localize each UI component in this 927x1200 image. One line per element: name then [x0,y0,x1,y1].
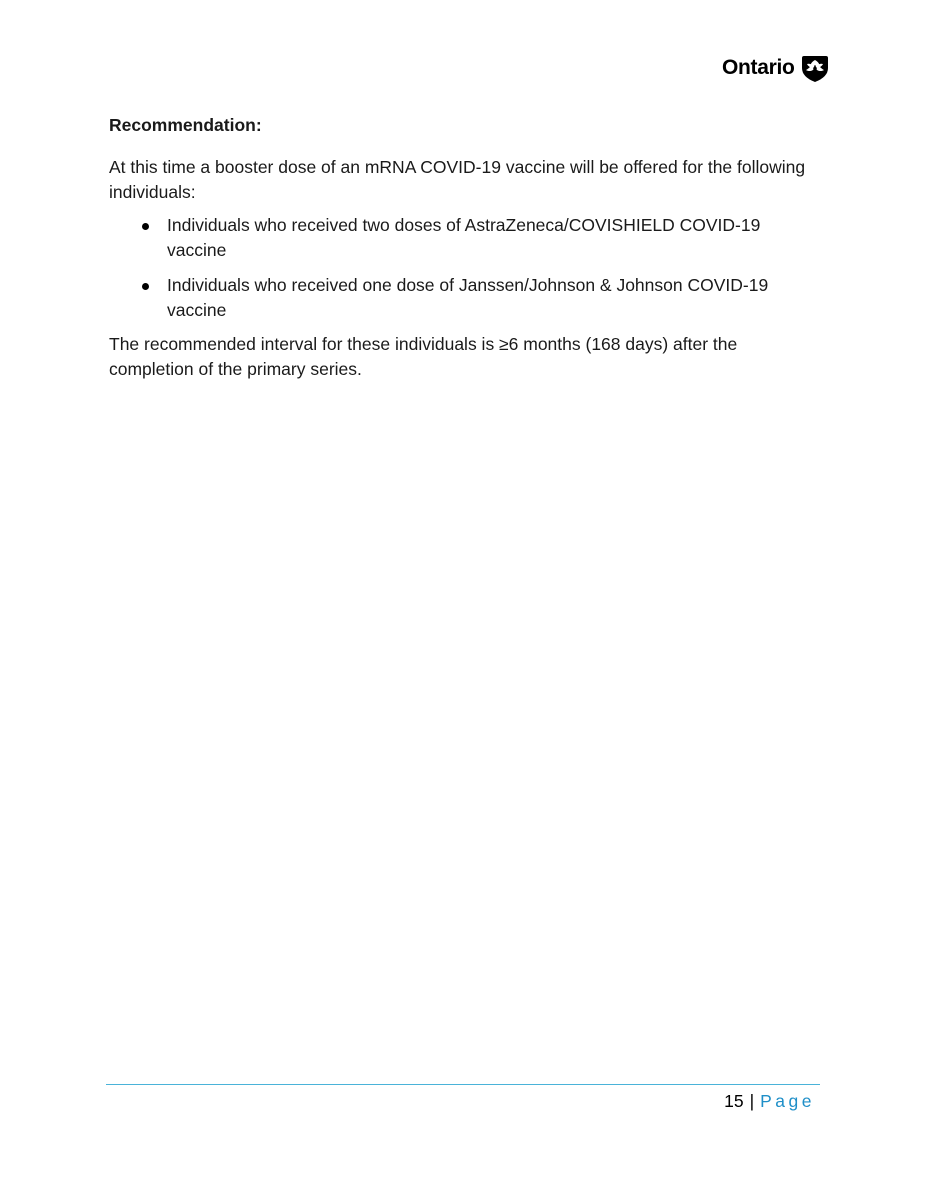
bullet-icon [142,223,149,230]
section-heading: Recommendation: [109,115,262,135]
list-item-text: Individuals who received two doses of AstraZeneca/COVISHIELD COVID-19 vaccine [167,215,761,260]
main-content [109,113,821,382]
closing-paragraph: The recommended interval for these individuals is ≥6 months (168 days) after the completion of the primary series. [109,334,738,379]
footer-divider [106,1084,820,1085]
logo-wordmark: Ontario [722,56,795,79]
page-footer [724,1091,815,1112]
page-number: 15 [724,1091,744,1111]
ontario-trillium-icon [800,53,830,83]
list-item [109,213,821,263]
list-item [109,273,821,323]
intro-paragraph: At this time a booster dose of an mRNA COVID-19 vaccine will be offered for the following individuals: [109,157,806,202]
bullet-icon [142,283,149,290]
ontario-logo [722,53,830,83]
list-item-text: Individuals who received one dose of Janssen/Johnson & Johnson COVID-19 vaccine [167,275,769,320]
page-label: Page [760,1091,815,1111]
page-separator: | [749,1091,755,1111]
bullet-list [109,213,821,323]
